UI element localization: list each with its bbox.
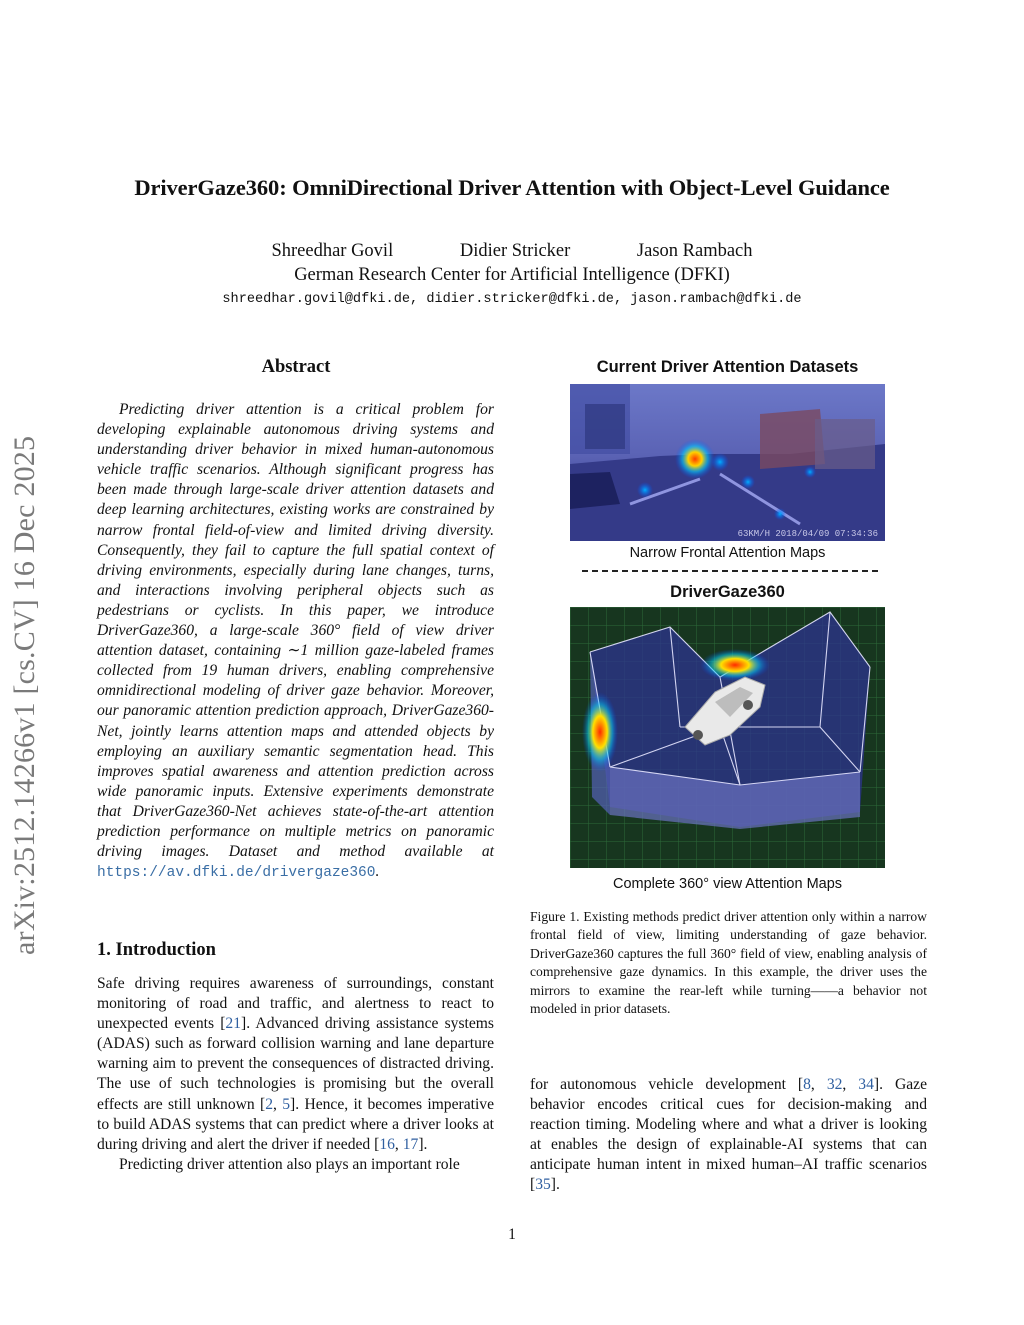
page-number: 1 xyxy=(508,1226,516,1243)
introduction-body xyxy=(97,974,494,1175)
abstract-text: Predicting driver attention is a critical problem for developing explainable autonomous driving systems and understanding driver behavior in mixed human-autonomous vehicle traffic scenarios. Although significant progress has been made through large-scale driver attention datasets and deep learning architectures, existing works are constrained by narrow frontal field-of-view and limited driving diversity. Consequently, they fail to capture the full spatial context of driving environments, especially during lane changes, turns, and interactions involving peripheral objects such as pedestrians or cyclists. In this paper, we introduce DriverGaze360, a large-scale 360° field of view driver attention dataset, containing ∼1 million gaze-labeled frames collected from 19 human drivers, enabling comprehensive omnidirectional modeling of driver gaze behavior. Moreover, our panoramic attention prediction approach, DriverGaze360-Net, jointly learns attention maps and attended objects by employing an auxiliary semantic segmentation head. This improves spatial awareness and attention prediction across wide panoramic inputs. Extensive experiments demonstrate that DriverGaze360-Net achieves state-of-the-art attention prediction performance on multiple metrics on panoramic driving images. Dataset and method available at xyxy=(97,401,494,861)
abstract-heading: Abstract xyxy=(261,357,331,377)
citation-35[interactable]: 35 xyxy=(535,1176,551,1194)
introduction-heading: 1. Introduction xyxy=(97,940,216,960)
figure-divider xyxy=(582,570,878,572)
figure-top-caption: Narrow Frontal Attention Maps xyxy=(629,545,826,561)
author-emails[interactable]: shreedhar.govil@dfki.de, didier.stricker@dfki.de, jason.rambach@dfki.de xyxy=(222,292,802,307)
abstract-body xyxy=(97,400,494,883)
frontal-timestamp: 63KM/H 2018/04/09 07:34:36 xyxy=(737,529,878,539)
affiliation: German Research Center for Artificial Intelligence (DFKI) xyxy=(294,265,730,285)
citation-16[interactable]: 16 xyxy=(379,1135,395,1153)
frontal-attention-image xyxy=(570,384,885,541)
author-2: Didier Stricker xyxy=(459,241,571,261)
figure-top-title: Current Driver Attention Datasets xyxy=(596,358,859,376)
author-list xyxy=(0,241,1024,262)
author-3: Jason Rambach xyxy=(636,241,753,261)
intro-paragraph-1: Safe driving requires awareness of surroundings, constant monitoring of road and traffic, and alertness to react to unexpected events [21]. Advanced driving assistance systems (ADAS) such as forward collision warning and lane departure warning aim to prevent the consequences of distracted driving. The use of such technologies is promising but the overall effects are still unknown [2, 5]. Hence, it becomes imperative to build ADAS systems that can predict where a driver looks at during driving and alert the driver if needed [16, 17]. xyxy=(97,975,495,1153)
citation-8[interactable]: 8 xyxy=(803,1076,811,1093)
right-column-paragraph: for autonomous vehicle development [8, 32, 34]. Gaze behavior encodes critical cues for decision-making and reaction timing. Modeling where and what a driver is looking at enables the design of explainable-AI systems that can anticipate human intent in mixed human–AI traffic scenarios [35]. xyxy=(530,1076,927,1194)
arxiv-identifier: arXiv:2512.14266v1 [cs.CV] 16 Dec 2025 xyxy=(8,435,41,955)
dataset-link[interactable]: https://av.dfki.de/drivergaze360 xyxy=(97,865,376,882)
citation-34[interactable]: 34 xyxy=(858,1076,874,1093)
figure-1-caption: Figure 1. Existing methods predict driver attention only within a narrow frontal field of view, limiting understanding of gaze behavior. DriverGaze360 captures the full 360° field of view, enabling analysis of comprehensive gaze dynamics. In this example, the driver uses the mirrors to examine the rear-left while turning——a behavior not modeled in prior datasets. xyxy=(530,909,927,1017)
figure-bottom-caption: Complete 360° view Attention Maps xyxy=(612,876,843,892)
paper-title: DriverGaze360: OmniDirectional Driver Attention with Object-Level Guidance xyxy=(134,175,890,200)
figure-bottom-title: DriverGaze360 xyxy=(670,583,785,601)
citation-17[interactable]: 17 xyxy=(402,1135,419,1153)
citation-2[interactable]: 2 xyxy=(265,1095,274,1113)
abstract-end: . xyxy=(375,863,380,881)
intro-paragraph-2: Predicting driver attention also plays an important role xyxy=(119,1155,460,1173)
citation-5[interactable]: 5 xyxy=(282,1095,291,1113)
author-1: Shreedhar Govil xyxy=(271,241,394,261)
citation-21[interactable]: 21 xyxy=(225,1015,242,1033)
citation-32[interactable]: 32 xyxy=(826,1076,843,1093)
panoramic-attention-image xyxy=(570,607,885,868)
